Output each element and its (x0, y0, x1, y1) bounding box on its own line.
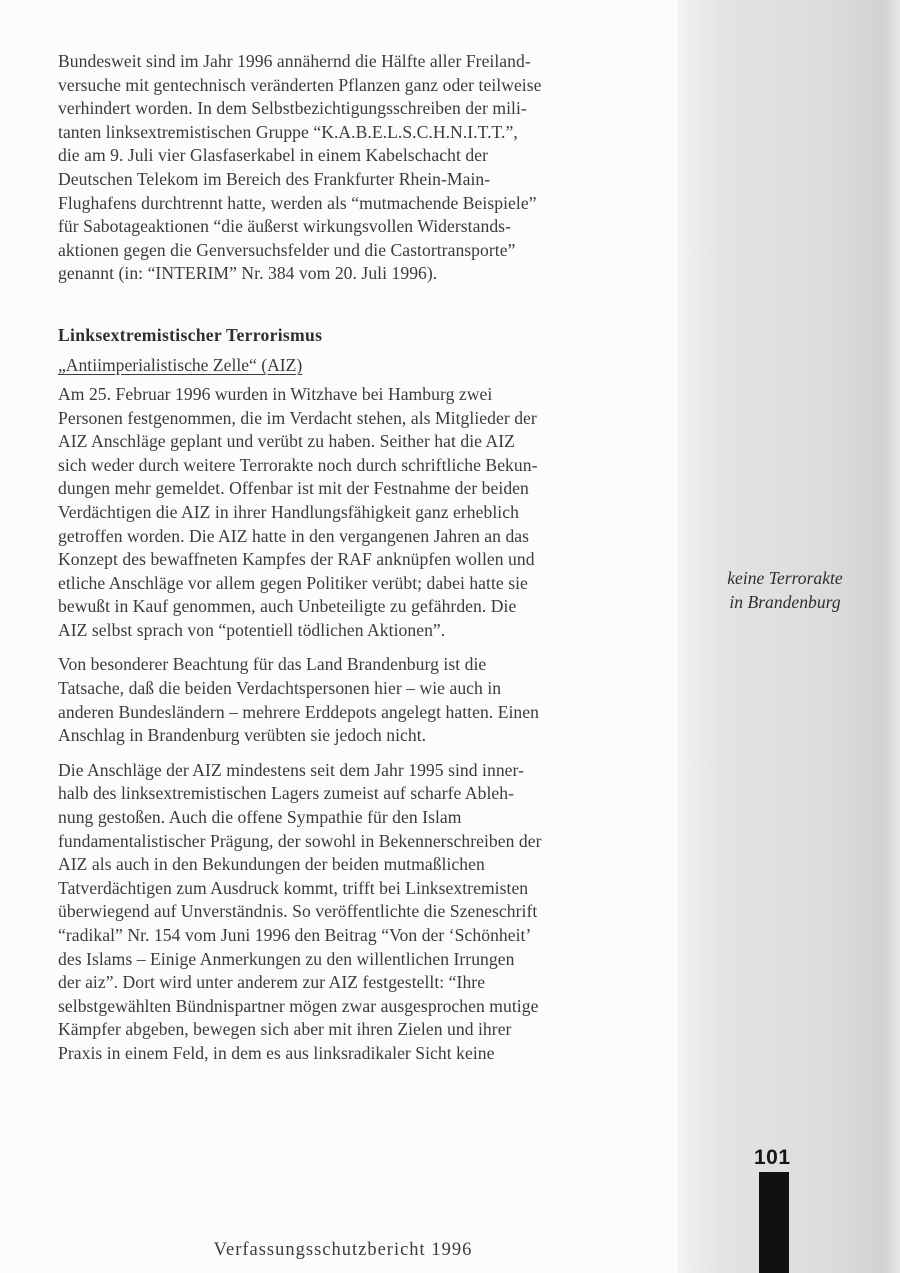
section-heading: Linksextremistischer Terrorismus (58, 324, 323, 345)
paragraph-anschlaege: Die Anschläge der AIZ mindestens seit dem Jahr 1995 sind inner- halb des linksextremistischen Lagers zumeist auf scharfe Ableh- nung gestoßen. Auch die offene Sympathie für den Islam fundamentalistischer Prägung, der sowohl in Bekennerschreiben der AIZ als auch in den Bekundungen der beiden mutmaßlichen Tatverdächtigen zum Ausdruck kommt, trifft bei Linksextremisten überwiegend auf Unverständnis. So veröffentlichte die Szeneschrift “radikal” Nr. 154 vom Juni 1996 den Beitrag “Von der ‘Schönheit’ des Islams – Einige Anmerkungen zu den willentlichen Irrungen der aiz”. Dort wird unter anderem zur AIZ festgestellt: “Ihre selbstgewählten Bündnispartner mögen zwar ausgesprochen mutige Kämpfer abgeben, bewegen sich aber mit ihren Zielen und ihrer Praxis in einem Feld, in dem es aus linksradikaler Sicht keine (58, 759, 542, 1063)
margin-note: keine Terrorakte in Brandenburg (727, 568, 843, 612)
footer-title: Verfassungsschutzbericht 1996 (213, 1240, 473, 1260)
paragraph-gentechnik: Bundesweit sind im Jahr 1996 annähernd die Hälfte aller Freiland- versuche mit gentechnisch veränderten Pflanzen ganz oder teilweise verhindert worden. In dem Selbstbezichtigungsschreiben der mili- tanten linksextremistischen Gruppe “K.A.B.E.L.S.C.H.N.I.T.T.”, die am 9. Juli vier Glasfaserkabel in einem Kabelschacht der Deutschen Telekom im Bereich des Frankfurter Rhein-Main- Flughafens durchtrennt hatte, werden als “mutmachende Beispiele” für Sabotageaktionen “die äußerst wirkungsvollen Widerstands- aktionen gegen die Genversuchsfelder und die Castortransporte” genannt (in: “INTERIM” Nr. 384 vom 20. Juli 1996). (58, 51, 542, 284)
page-number: 101 (754, 1146, 791, 1169)
main-text-column (58, 50, 658, 1077)
paragraph-festnahme: Am 25. Februar 1996 wurden in Witzhave bei Hamburg zwei Personen festgenommen, die im Verdacht stehen, als Mitglieder der AIZ Anschläge geplant und verübt zu haben. Seither hat die AIZ sich weder durch weitere Terrorakte noch durch schriftliche Bekun- dungen mehr gemeldet. Offenbar ist mit der Festnahme der beiden Verdächtigen die AIZ in ihrer Handlungsfähigkeit ganz erheblich getroffen worden. Die AIZ hatte in den vergangenen Jahren an das Konzept des bewaffneten Kampfes der RAF anknüpfen wollen und etliche Anschläge vor allem gegen Politiker verübt; dabei hatte sie bewußt in Kauf genommen, auch Unbeteiligte zu gefährden. Die AIZ selbst sprach von “potentiell tödlichen Aktionen”. (58, 383, 538, 640)
footer (0, 1240, 678, 1261)
page-thumb-tab (759, 1172, 789, 1273)
margin-column (678, 0, 900, 1273)
paragraph-brandenburg: Von besonderer Beachtung für das Land Brandenburg ist die Tatsache, daß die beiden Verdachtspersonen hier – wie auch in anderen Bundesländern – mehrere Erddepots angelegt hatten. Einen Anschlag in Brandenburg verübten sie jedoch nicht. (58, 654, 539, 746)
subheading-aiz: „Antiimperialistische Zelle“ (AIZ) (58, 354, 303, 375)
